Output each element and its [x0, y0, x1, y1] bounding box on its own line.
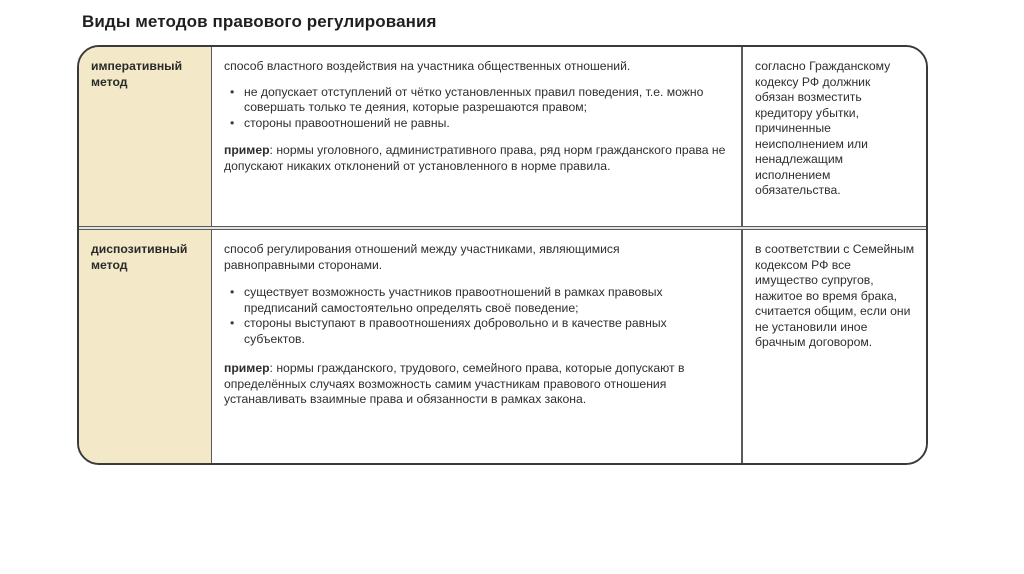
illustration-dispositive [742, 230, 928, 465]
method-description-imperative [211, 47, 742, 226]
example-paragraph [224, 143, 731, 174]
list-item: • существует возможность участников правоотношений в рамках правовых предписаний самостоятельно определять своё поведение; [230, 285, 694, 316]
method-label: императивный метод [91, 59, 183, 89]
illustration-text: в соответствии с Семейным кодексом РФ все имущество супругов, нажитое во время брака, считается общим, если они не установили иное брачным договором. [755, 242, 915, 349]
method-name-dispositive [79, 230, 211, 465]
definition-text: способ властного воздействия на участника общественных отношений. [224, 59, 631, 73]
methods-table [77, 45, 928, 465]
example-text: : нормы уголовного, административного права, ряд норм гражданского права не допускают никаких отклонений от установленного в норме правила. [224, 143, 726, 173]
list-item: • стороны выступают в правоотношениях добровольно и в качестве равных субъектов. [230, 316, 714, 347]
list-item: • стороны правоотношений не равны. [230, 116, 731, 132]
example-label: пример [224, 361, 270, 375]
list-item: • не допускает отступлений от чётко установленных правил поведения, т.е. можно совершать только те деяния, которые разрешаются правом; [230, 85, 731, 116]
example-text: : нормы гражданского, трудового, семейного права, которые допускают в определённых случаях возможность самим участникам правового отношения устанавливать взаимные права и обязанности в рамках закона. [224, 361, 685, 406]
method-description-dispositive [211, 230, 742, 465]
definition-text: способ регулирования отношений между участниками, являющимися равноправными сторонами. [224, 242, 620, 272]
example-paragraph [224, 361, 694, 408]
page-title: Виды методов правового регулирования [82, 12, 437, 31]
method-name-imperative [79, 47, 211, 226]
illustration-text: согласно Гражданскому кодексу РФ должник обязан возместить кредитору убытки, причиненные неисполнением или ненадлежащим исполнением обязательства. [755, 59, 891, 197]
example-label: пример [224, 143, 270, 157]
feature-list [224, 285, 731, 347]
illustration-imperative [742, 47, 928, 226]
method-label: диспозитивный метод [91, 242, 188, 272]
feature-list [224, 85, 731, 132]
